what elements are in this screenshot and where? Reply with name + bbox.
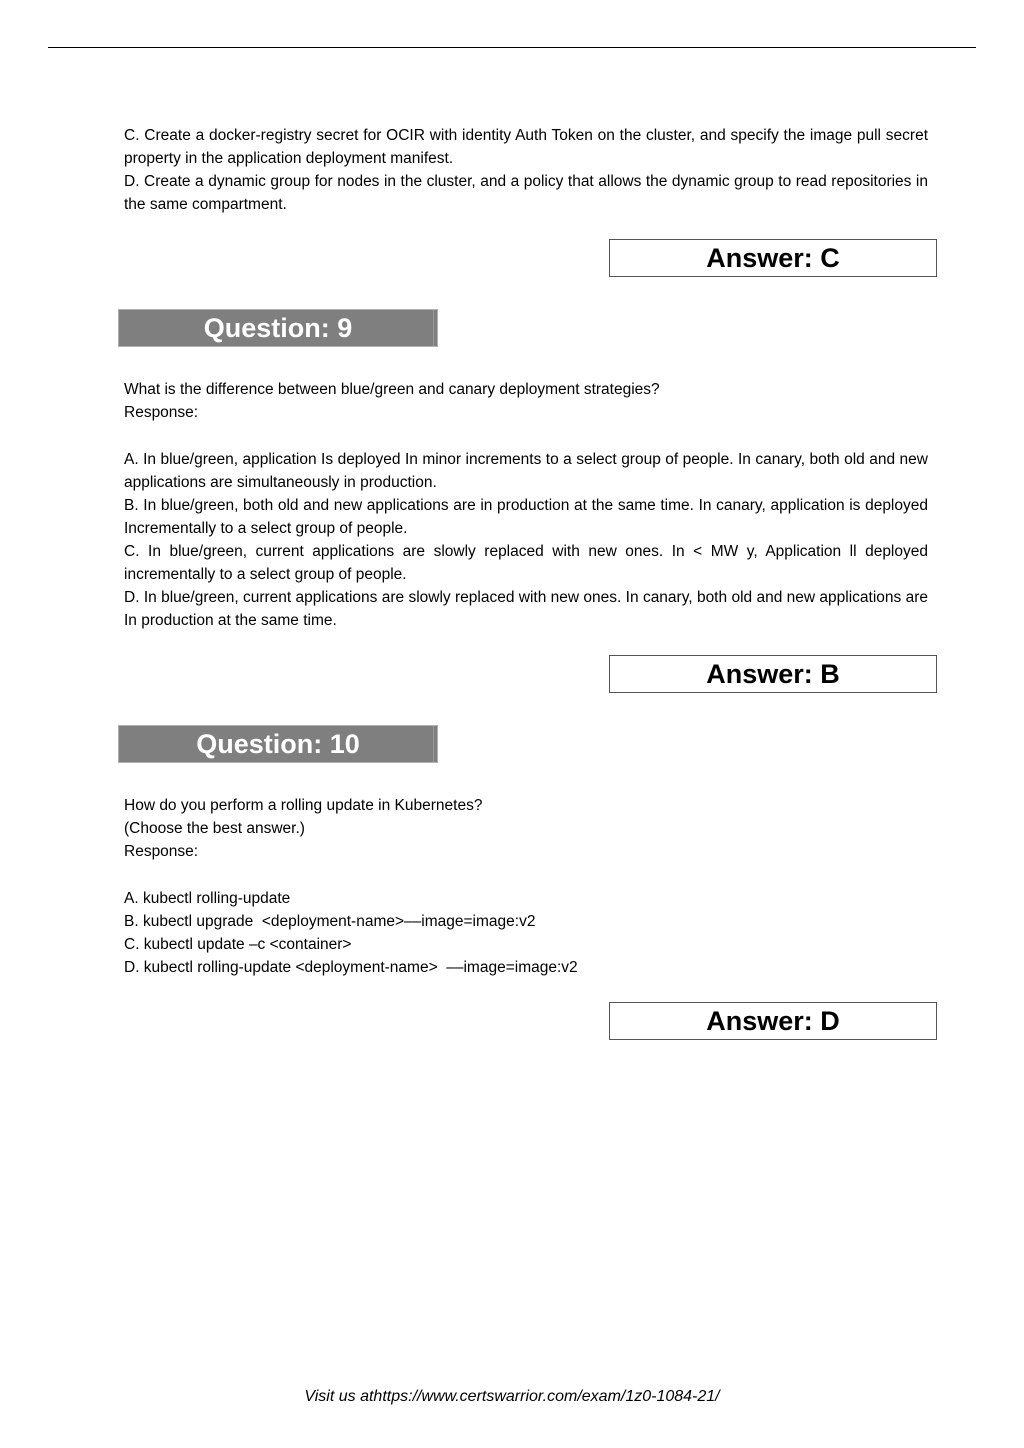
question-10-response-label: Response: bbox=[124, 843, 199, 860]
question-9-options bbox=[124, 448, 928, 632]
question-10-option-c: C. kubectl update –c <container> bbox=[124, 936, 352, 953]
prev-option-c: C. Create a docker-registry secret for OCIR with identity Auth Token on the cluster, and specify the image pull secret property in the application deployment manifest. bbox=[124, 127, 928, 167]
question-9-option-d: D. In blue/green, current applications are slowly replaced with new ones. In canary, both old and new applications are In production at the same time. bbox=[124, 589, 928, 629]
question-9-option-c: C. In blue/green, current applications are slowly replaced with new ones. In < MW y, Application ll deployed incrementally to a select group of people. bbox=[124, 543, 928, 583]
question-10-option-a: A. kubectl rolling-update bbox=[124, 890, 291, 907]
header-rule bbox=[48, 47, 976, 48]
question-10-body bbox=[124, 794, 928, 863]
answer-box-9: Answer: B bbox=[609, 655, 937, 693]
answer-box-prev: Answer: C bbox=[609, 239, 937, 277]
question-10-banner: Question: 10 bbox=[118, 725, 438, 763]
question-9-banner: Question: 9 bbox=[118, 309, 438, 347]
prev-question-options bbox=[124, 124, 928, 216]
footer-link-text[interactable]: Visit us athttps://www.certswarrior.com/exam/1z0-1084-21/ bbox=[304, 1388, 720, 1405]
question-9-option-a: A. In blue/green, application Is deployed In minor increments to a select group of people. In canary, both old and new applications are simultaneously in production. bbox=[124, 451, 928, 491]
question-9-response-label: Response: bbox=[124, 404, 199, 421]
question-9-body bbox=[124, 378, 928, 424]
question-10-option-b: B. kubectl upgrade <deployment-name>––image=image:v2 bbox=[124, 913, 536, 930]
question-9-prompt: What is the difference between blue/green and canary deployment strategies? bbox=[124, 381, 660, 398]
question-10-subprompt: (Choose the best answer.) bbox=[124, 820, 305, 837]
question-9-option-b: B. In blue/green, both old and new applications are in production at the same time. In canary, application is deployed Incrementally to a select group of people. bbox=[124, 497, 928, 537]
question-10-options bbox=[124, 887, 928, 979]
question-10-prompt: How do you perform a rolling update in Kubernetes? bbox=[124, 797, 483, 814]
question-10-option-d: D. kubectl rolling-update <deployment-name> ––image=image:v2 bbox=[124, 959, 578, 976]
prev-option-d: D. Create a dynamic group for nodes in the cluster, and a policy that allows the dynamic group to read repositories in the same compartment. bbox=[124, 173, 928, 213]
answer-box-10: Answer: D bbox=[609, 1002, 937, 1040]
